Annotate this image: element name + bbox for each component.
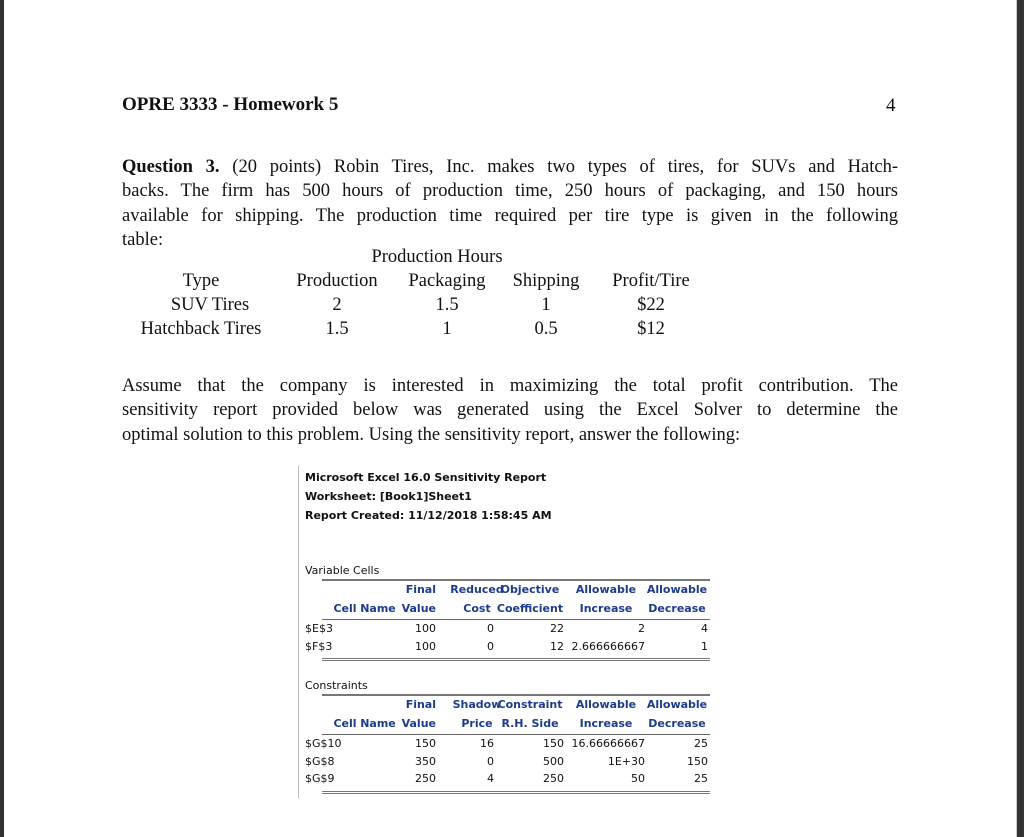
- report-created: Report Created: 11/12/2018 1:58:45 AM: [305, 509, 552, 522]
- column-header: Reduced: [450, 583, 504, 596]
- paragraph-line: Assume that the company is interested in maximizing the total profit contribution. The: [122, 376, 898, 396]
- table-header: Profit/Tire: [612, 271, 690, 291]
- table-cell: 1: [701, 639, 708, 653]
- table-cell: 100: [415, 639, 436, 653]
- question-line: backs. The firm has 500 hours of production time, 250 hours of packaging, and 150 hours: [122, 181, 898, 202]
- divider: [322, 734, 710, 735]
- table-cell: 16.66666667: [571, 737, 645, 750]
- column-header: Allowable: [646, 698, 708, 711]
- report-title: Microsoft Excel 16.0 Sensitivity Report: [305, 471, 547, 484]
- table-cell: $F$3: [305, 639, 333, 653]
- column-header: Decrease: [648, 717, 706, 730]
- table-header: Production: [296, 271, 378, 291]
- table-cell: 100: [415, 622, 436, 635]
- question-line: (20 points) Robin Tires, Inc. makes two types of tires, for SUVs and Hatch-: [219, 157, 898, 177]
- table-cell: $22: [637, 295, 665, 315]
- divider: [322, 579, 710, 581]
- column-header: Increase: [579, 602, 633, 615]
- viewer-right-edge: [1016, 0, 1024, 837]
- report-worksheet: Worksheet: [Book1]Sheet1: [305, 490, 472, 503]
- page-number: 4: [886, 95, 896, 116]
- divider: [322, 791, 710, 794]
- table-cell: 4: [701, 622, 708, 635]
- table-cell: 250: [543, 772, 564, 785]
- table-cell: $G$9: [305, 772, 335, 785]
- page-header-title: OPRE 3333 - Homework 5: [122, 94, 339, 115]
- table-cell: 150: [687, 754, 708, 768]
- table-cell: 1E+30: [607, 754, 645, 768]
- column-header: Decrease: [648, 602, 706, 615]
- column-header: Coefficient: [496, 602, 564, 615]
- question-line: available for shipping. The production time required per tire type is given in the following: [122, 205, 898, 226]
- table-cell: 1: [541, 295, 551, 315]
- table-cell: 25: [694, 772, 708, 785]
- table-cell: $G$10: [305, 737, 342, 750]
- column-header: R.H. Side: [501, 717, 559, 730]
- assumption-paragraph: [122, 374, 898, 447]
- divider: [322, 658, 710, 661]
- question-text: [122, 155, 898, 252]
- table-cell: $G$8: [305, 754, 335, 768]
- variable-cells-label: Variable Cells: [305, 564, 380, 577]
- paragraph-line: optimal solution to this problem. Using the sensitivity report, answer the following:: [122, 424, 741, 445]
- table-header: Packaging: [408, 271, 486, 291]
- table-cell: 350: [415, 754, 436, 768]
- column-header: Allowable: [575, 698, 637, 711]
- table-cell: 1.5: [435, 295, 459, 315]
- question-line: table:: [122, 229, 164, 250]
- column-header: Final: [405, 698, 436, 711]
- column-header: Name: [360, 717, 396, 730]
- table-cell: 25: [694, 737, 708, 750]
- column-header: Objective: [500, 583, 560, 596]
- column-header: Cell: [333, 602, 357, 615]
- viewer-left-edge: [0, 0, 4, 837]
- table-cell: 150: [415, 737, 436, 750]
- table-cell: Hatchback Tires: [140, 319, 262, 339]
- table-cell: $E$3: [305, 622, 333, 635]
- table-cell: 4: [487, 772, 494, 785]
- table-cell: 22: [550, 622, 564, 635]
- table-cell: 150: [543, 737, 564, 750]
- table-cell: 2: [638, 622, 645, 635]
- column-header: Constraint: [497, 698, 563, 711]
- table-cell: 0: [487, 622, 494, 635]
- divider: [322, 619, 710, 620]
- table-cell: 2: [332, 295, 342, 315]
- table-cell: 1.5: [325, 319, 349, 339]
- table-header: Type: [182, 271, 220, 291]
- column-header: Value: [401, 602, 436, 615]
- table-cell: 0.5: [534, 319, 558, 339]
- column-header: Shadow: [452, 698, 502, 711]
- constraints-label: Constraints: [305, 679, 368, 692]
- report-left-border: [298, 466, 299, 798]
- paragraph-line: sensitivity report provided below was generated using the Excel Solver to determine the: [122, 400, 898, 421]
- table-cell: 500: [543, 754, 564, 768]
- table-cell: 0: [487, 754, 494, 768]
- column-header: Name: [360, 602, 396, 615]
- column-header: Value: [401, 717, 436, 730]
- table-cell: 1: [442, 319, 452, 339]
- column-header: Allowable: [575, 583, 637, 596]
- table-cell: 2.666666667: [571, 639, 645, 653]
- column-header: Price: [461, 717, 493, 730]
- column-header: Cell: [333, 717, 357, 730]
- table-cell: 50: [631, 772, 645, 785]
- table-cell: 12: [550, 639, 564, 653]
- column-header: Cost: [463, 602, 491, 615]
- table-cell: 0: [487, 639, 494, 653]
- column-header: Final: [405, 583, 436, 596]
- table-header: Shipping: [512, 271, 580, 291]
- question-label: Question 3.: [122, 157, 220, 177]
- table-cell: $12: [637, 319, 665, 339]
- table-cell: 16: [480, 737, 494, 750]
- column-header: Increase: [579, 717, 633, 730]
- table-cell: 250: [415, 772, 436, 785]
- table-cell: SUV Tires: [170, 295, 250, 315]
- column-header: Allowable: [646, 583, 708, 596]
- table-group-header: Production Hours: [371, 247, 503, 267]
- divider: [322, 694, 710, 696]
